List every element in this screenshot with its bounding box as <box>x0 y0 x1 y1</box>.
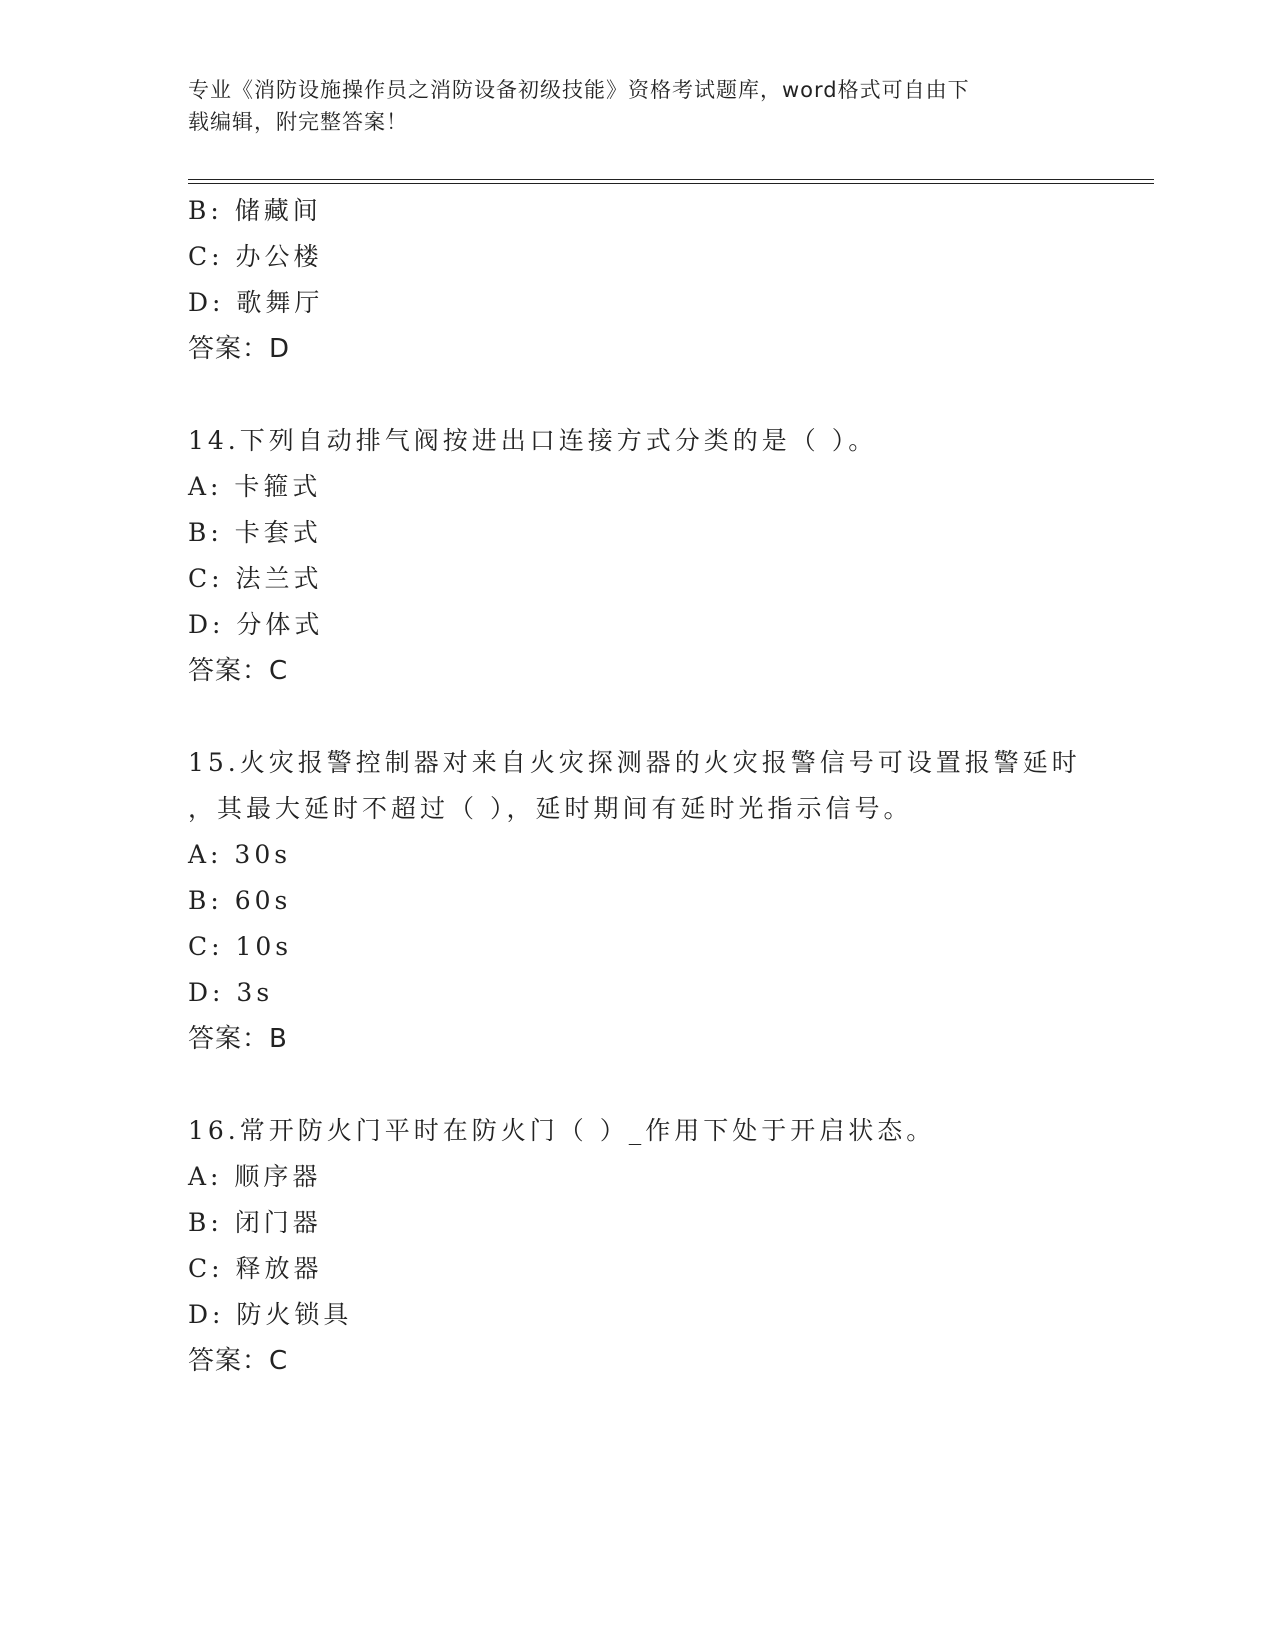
option-d: D: 分体式 <box>188 610 324 639</box>
question-text: 16.常开防火门平时在防火门（ ）_作用下处于开启状态。 <box>188 1116 936 1145</box>
option-a: A: 卡箍式 <box>188 472 322 501</box>
question-15 <box>188 740 1088 1062</box>
question-text-line-1: 15.火灾报警控制器对来自火灾探测器的火灾报警信号可设置报警延时 <box>188 748 1081 777</box>
header-divider <box>188 179 1154 184</box>
option-c: C: 法兰式 <box>188 564 323 593</box>
spacer <box>188 1062 1088 1108</box>
option-c: C: 10s <box>188 932 293 961</box>
question-list <box>188 188 1088 1384</box>
question-text-line-2: ，其最大延时不超过（ ），延时期间有延时光指示信号。 <box>188 794 913 823</box>
option-b: B: 储藏间 <box>188 196 322 225</box>
option-b: B: 卡套式 <box>188 518 322 547</box>
question-16 <box>188 1108 1088 1384</box>
option-c: C: 释放器 <box>188 1254 323 1283</box>
option-a: A: 30s <box>188 840 292 869</box>
spacer <box>188 372 1088 418</box>
question-13 <box>188 188 1088 372</box>
option-d: D: 歌舞厅 <box>188 288 324 317</box>
question-14 <box>188 418 1088 694</box>
header-line-1: 专业《消防设施操作员之消防设备初级技能》资格考试题库，word格式可自由下 <box>188 78 970 102</box>
answer: 答案：B <box>188 1024 288 1054</box>
answer: 答案：C <box>188 1346 289 1376</box>
option-d: D: 防火锁具 <box>188 1300 353 1329</box>
answer: 答案：D <box>188 334 291 364</box>
option-c: C: 办公楼 <box>188 242 323 271</box>
question-text: 14.下列自动排气阀按进出口连接方式分类的是（ ）。 <box>188 426 878 455</box>
option-b: B: 闭门器 <box>188 1208 322 1237</box>
option-d: D: 3s <box>188 978 274 1007</box>
answer: 答案：C <box>188 656 289 686</box>
header-line-2: 载编辑，附完整答案！ <box>188 110 408 134</box>
document-header <box>188 74 1068 138</box>
spacer <box>188 694 1088 740</box>
option-a: A: 顺序器 <box>188 1162 322 1191</box>
option-b: B: 60s <box>188 886 292 915</box>
